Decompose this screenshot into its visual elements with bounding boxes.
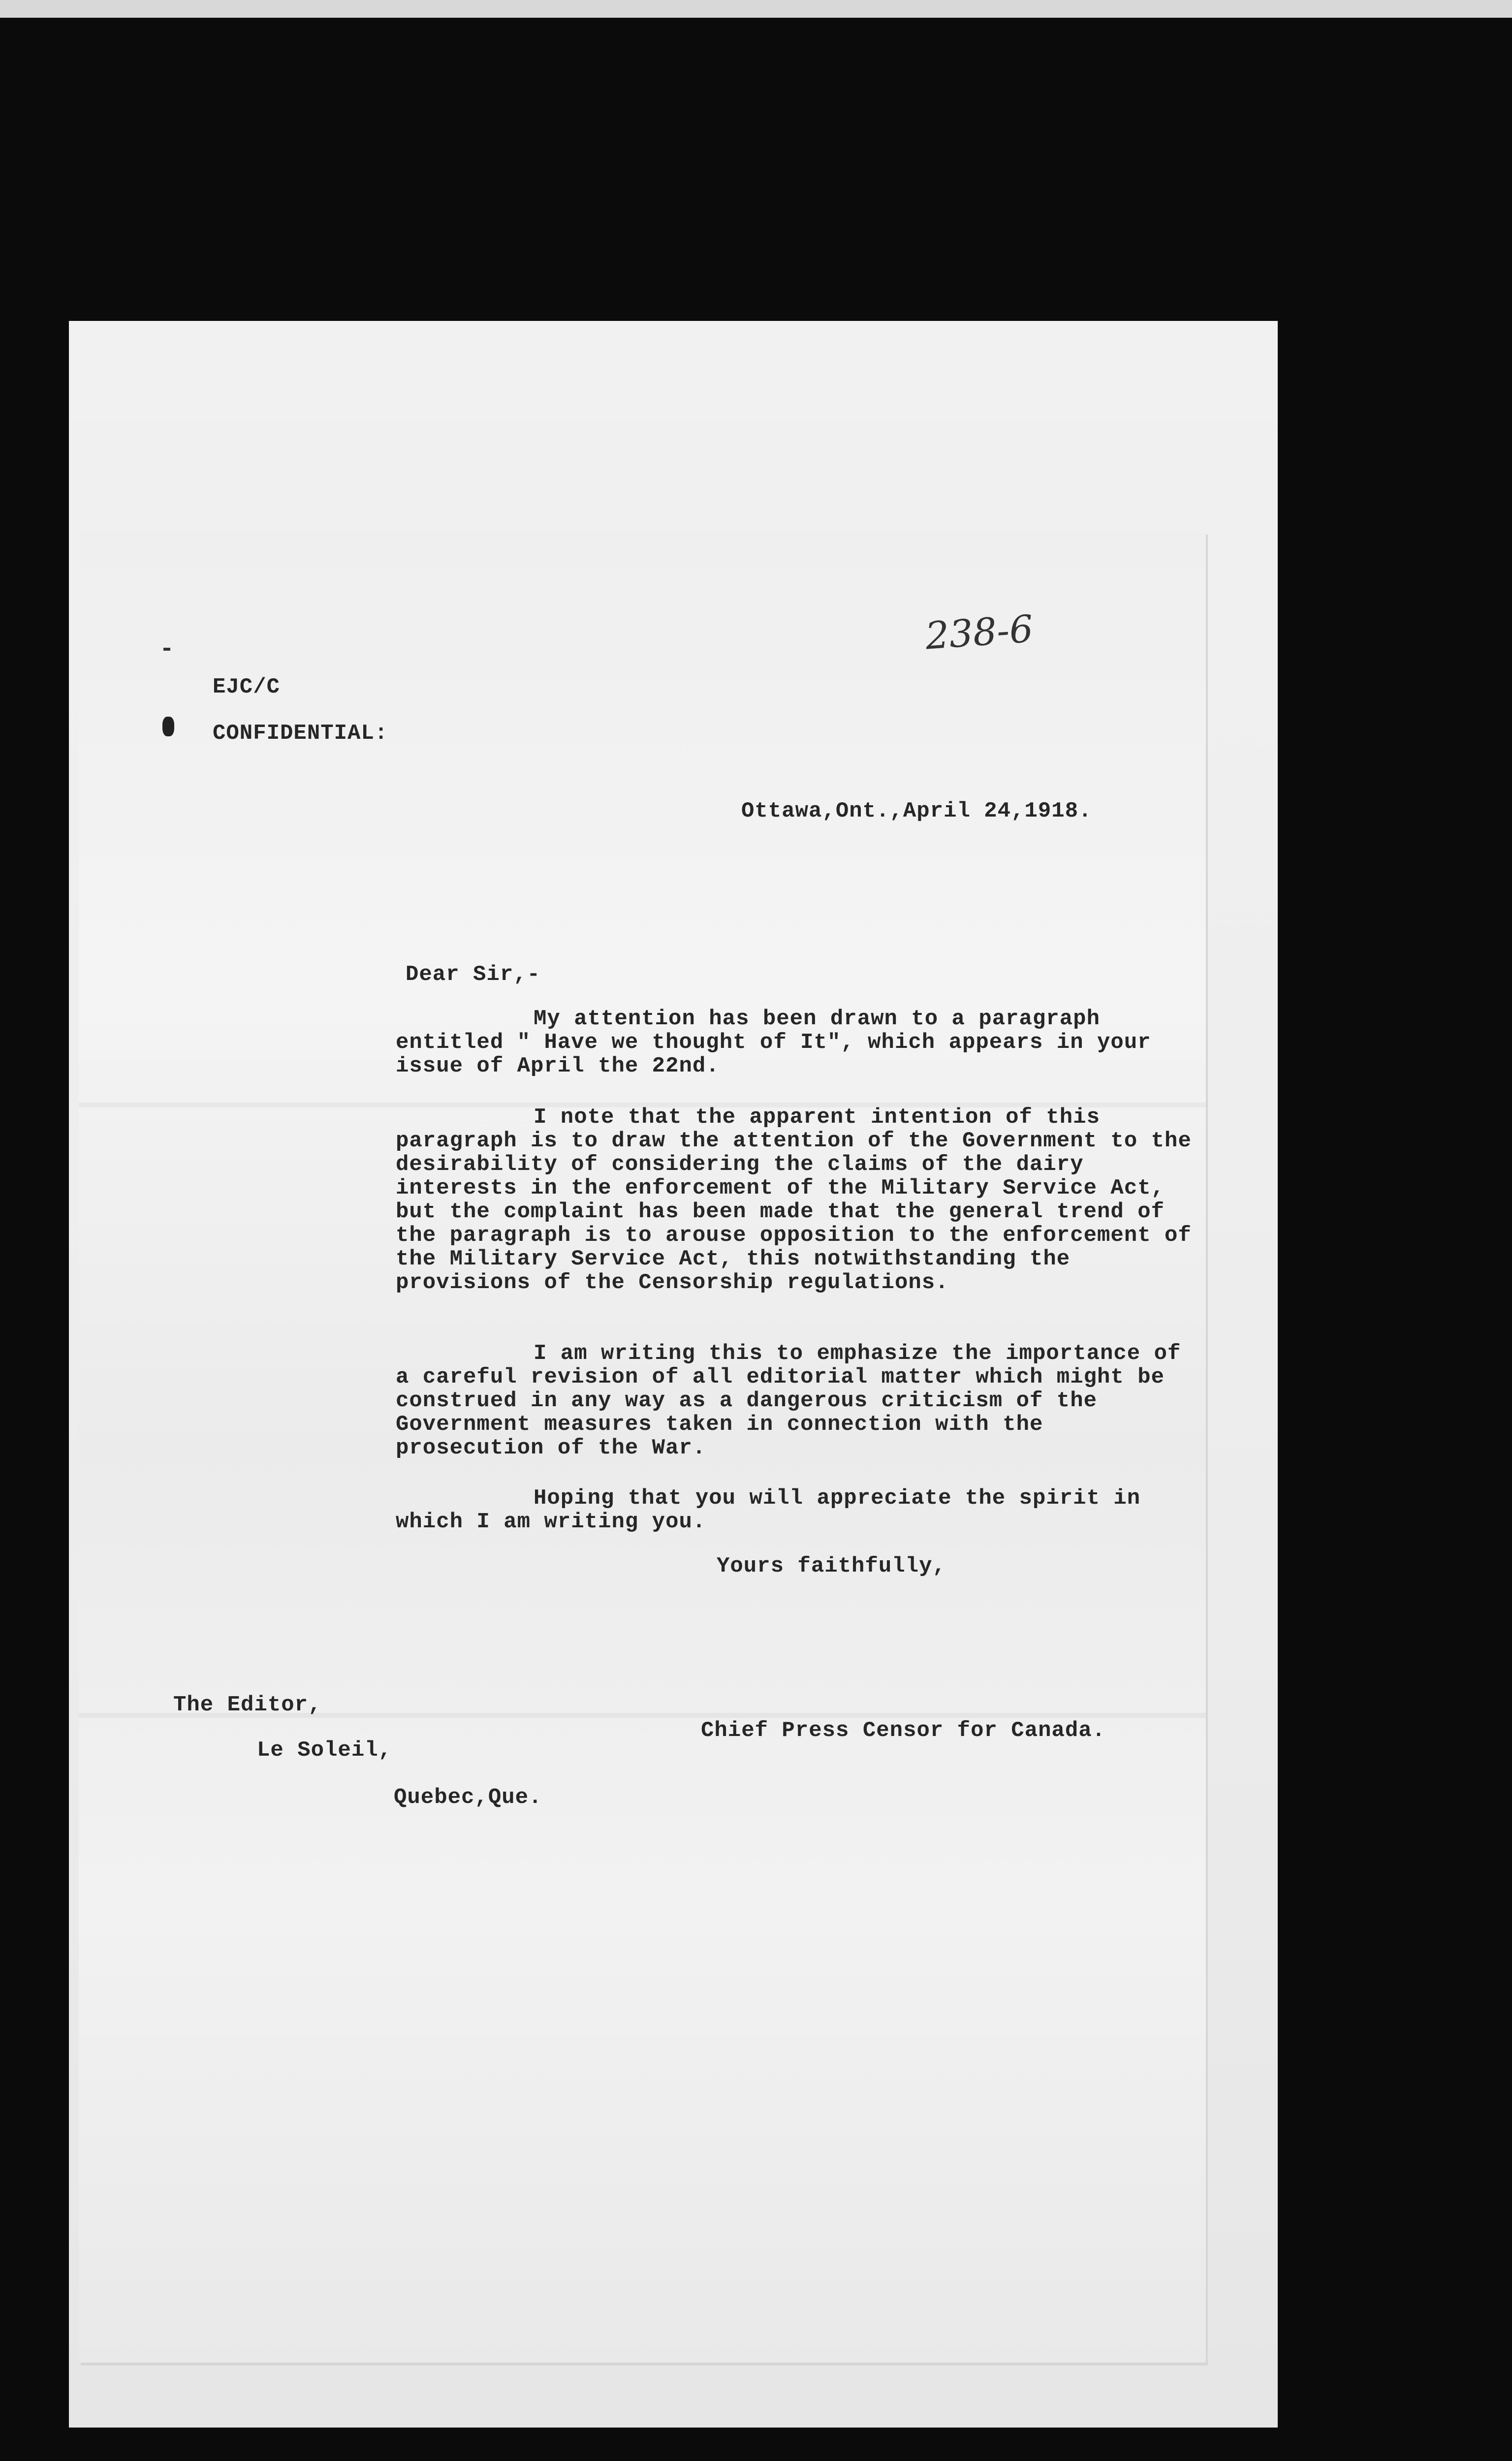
salutation: Dear Sir,- [406,962,541,987]
addressee-line-1: The Editor, [173,1693,322,1717]
addressee-line-3: Quebec,Que. [394,1785,542,1810]
handwritten-file-number: 238-6 [924,606,1035,658]
paragraph-2: I note that the apparent intention of this paragraph is to draw the attention of the Government to the desirability of considering the claims of the dairy interests in the enforcement of the Military Service Act, but the complaint has been made that the general trend of the paragraph is to arouse opposition to the enforcement of the Military Service Act, this notwithstanding the provisions of the Censorship regulations. [396,1105,1192,1295]
paragraph-3: I am writing this to emphasize the importance of a careful revision of all editorial matter which might be construed in any way as a dangerous criticism of the Government measures taken in connection with the prosecution of the War. [396,1341,1181,1460]
film-top-edge [0,0,1512,18]
paragraph-1: My attention has been drawn to a paragraph entitled " Have we thought of It", which appears in your issue of April the 22nd. [396,1007,1151,1078]
paragraph-4: Hoping that you will appreciate the spirit in which I am writing you. [396,1486,1141,1534]
signature-title: Chief Press Censor for Canada. [701,1718,1106,1743]
ink-blot [162,717,174,736]
place-and-date: Ottawa,Ont.,April 24,1918. [741,799,1092,823]
confidential-marking: CONFIDENTIAL: [213,721,388,746]
paper-mark [163,648,170,651]
letter-page [79,532,1206,2363]
addressee-line-2: Le Soleil, [257,1738,392,1763]
reference-initials: EJC/C [213,675,281,699]
closing: Yours faithfully, [717,1554,946,1578]
